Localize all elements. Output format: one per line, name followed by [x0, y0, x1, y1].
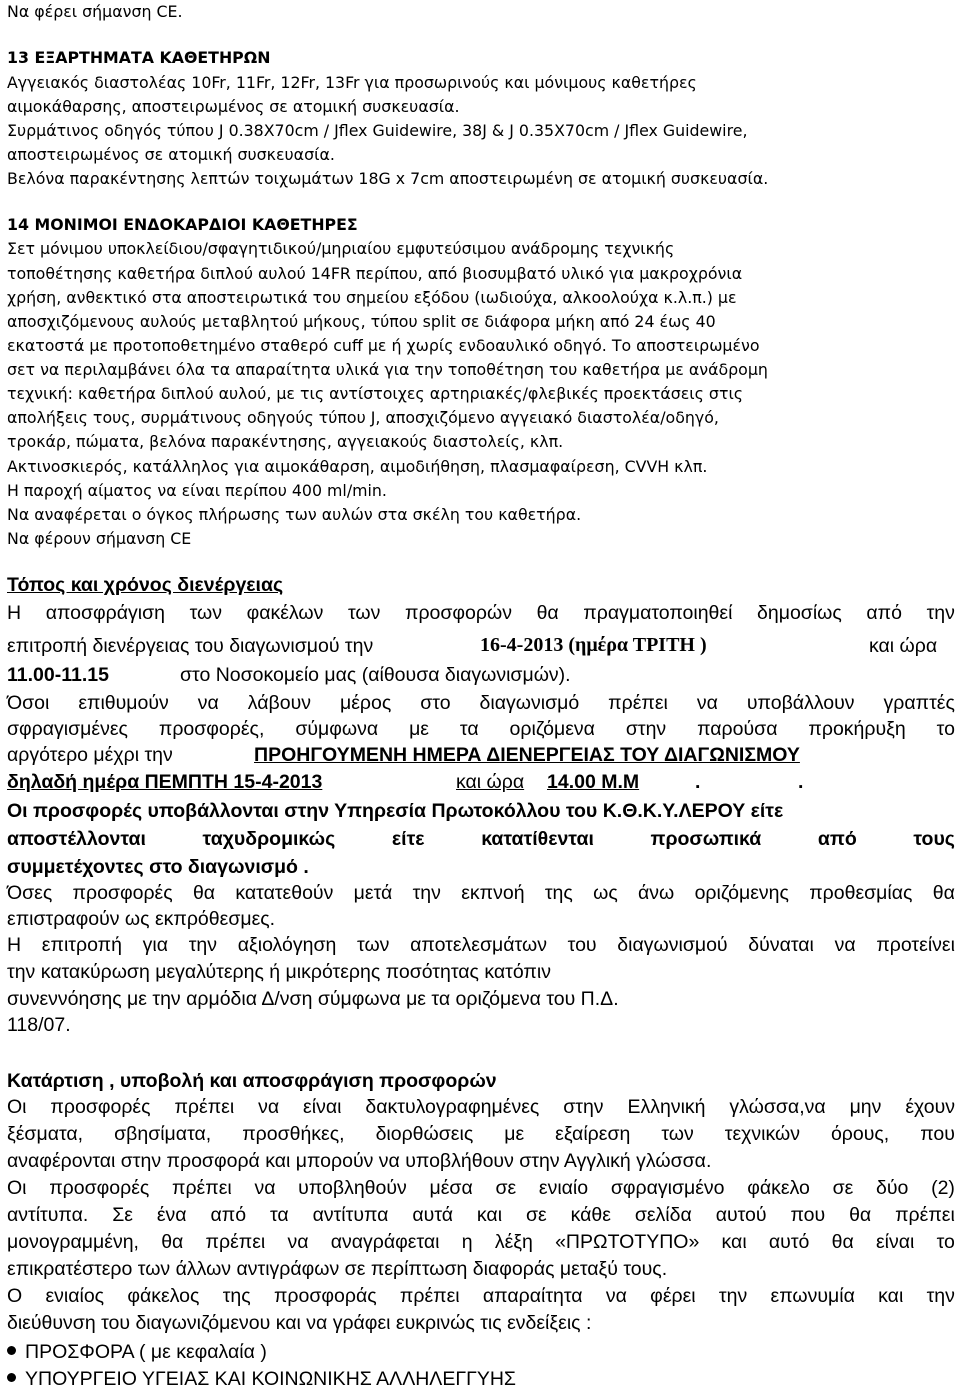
section-14-heading: 14 ΜΟΝΙΜΟΙ ΕΝΔΟΚΑΡΔΙΟΙ ΚΑΘΕΤΗΡΕΣ — [7, 215, 358, 234]
justified-line — [7, 692, 955, 715]
opening-time: 11.00-11.15 — [7, 664, 109, 686]
word: να — [254, 1177, 276, 1199]
word: από — [817, 828, 857, 850]
word: υποβληθούν — [298, 1177, 407, 1199]
word: οριζόμενης — [694, 882, 789, 904]
submission-line: συμμετέχοντες στο διαγωνισμό . — [7, 856, 309, 878]
paragraph-line: Αγγειακός διαστολέας 10Fr, 11Fr, 12Fr, 13Fr για προσωρινούς και μόνιμους καθετήρες — [7, 73, 697, 92]
word: ενιαίος — [45, 1285, 105, 1307]
ce-marking-note: Να φέρει σήμανση CE. — [7, 2, 183, 21]
paragraph-line: Συρμάτινος οδηγός τύπου J 0.38X70cm / Jflex Guidewire, 38J & J 0.35X70cm / Jflex Guidewire, — [7, 121, 748, 140]
word: πρέπει — [608, 692, 668, 714]
paragraph-line: συνεννόησης με την αρμόδια Δ/νση σύμφωνα με τα οριζόμενα του Π.Δ. — [7, 988, 619, 1010]
word: Οι — [7, 1177, 27, 1199]
bullet-dot-icon — [7, 1373, 16, 1382]
word: του — [567, 934, 597, 956]
word: αποστέλλονται — [7, 828, 146, 850]
justified-line — [7, 1231, 955, 1254]
paragraph-line: τεχνική: καθετήρα διπλού αυλού, με τις αντίστοιχες αρτηριακές/φλεβικές προεκτάσεις στις — [7, 384, 744, 403]
word: το — [936, 718, 955, 740]
word: Ελληνική — [627, 1096, 706, 1118]
deadline-dot: . — [695, 771, 701, 793]
justified-line — [7, 882, 955, 905]
word: αυτά — [412, 1204, 454, 1226]
word: οριζόμενα — [509, 718, 595, 740]
word: γλώσσα,να — [729, 1096, 826, 1118]
paragraph-line: Σετ μόνιμου υποκλείδιου/σφαγητιδικού/μηριαίου εμφυτεύσιμου ανάδρομης τεχνικής — [7, 239, 675, 258]
word: Όσες — [7, 882, 53, 904]
word: να — [834, 934, 856, 956]
paragraph-line: διεύθυνση του διαγωνιζόμενου και να γράφει ευκρινώς τις ενδείξεις : — [7, 1312, 592, 1334]
deadline-dot: . — [798, 771, 804, 793]
word: Η — [7, 602, 22, 624]
word: πρέπει — [895, 1204, 955, 1226]
word: αυτού — [715, 1204, 767, 1226]
word: σφραγισμένες — [7, 718, 128, 740]
word: προσφορές — [72, 882, 173, 904]
word: αποσφράγιση — [45, 602, 165, 624]
word: ξέσματα, — [7, 1123, 84, 1145]
paragraph-line: τροκάρ, πώματα, βελόνα παρακέντησης, αγγειακούς διαστολείς, κλπ. — [7, 432, 564, 451]
word: αναγράφεται — [330, 1231, 440, 1253]
word: και — [878, 1285, 904, 1307]
word: όρους, — [830, 1123, 890, 1145]
word: που — [790, 1204, 826, 1226]
deadline-line — [7, 744, 800, 767]
justified-line — [7, 1096, 955, 1119]
word: αντίτυπα. — [7, 1204, 89, 1226]
bullet-item — [7, 1341, 267, 1364]
word: μονογραμμένη, — [7, 1231, 139, 1253]
word: Η — [7, 934, 22, 956]
word: είναι — [303, 1096, 342, 1118]
word: προκήρυξη — [808, 718, 906, 740]
paragraph-line: αποστειρωμένος σε ατομική συσκευασία. — [7, 145, 335, 164]
word: την — [188, 934, 218, 956]
word: θα — [192, 882, 216, 904]
word: φάκελο — [747, 1177, 810, 1199]
paragraph-line: αναφέρονται στην προσφορά και μπορούν να υποβλήθουν στην Αγγλική γλώσσα. — [7, 1150, 712, 1172]
word: σε — [832, 1177, 854, 1199]
word: είναι — [875, 1231, 915, 1253]
word: και — [476, 1204, 503, 1226]
word: λάβουν — [247, 692, 312, 714]
word: της — [544, 882, 573, 904]
time-label: και ώρα — [869, 635, 938, 657]
word: των — [347, 602, 381, 624]
word: πρέπει — [174, 1096, 235, 1118]
word: ταχυδρομικώς — [202, 828, 336, 850]
word: την — [718, 1285, 748, 1307]
word: δύναται — [748, 934, 814, 956]
word: λέξη — [494, 1231, 533, 1253]
word: γραπτές — [883, 692, 955, 714]
word: θα — [849, 1204, 872, 1226]
word: επιτροπή — [41, 934, 122, 956]
word: τεχνικών — [724, 1123, 800, 1145]
justified-line — [7, 828, 955, 851]
word: υποβάλλουν — [746, 692, 855, 714]
justified-line — [7, 718, 955, 741]
paragraph-line: σετ να περιλαμβάνει όλα τα απαραίτητα υλικά για την τοποθέτηση του καθετήρα με ανάδρομη — [7, 360, 768, 379]
word: στην — [563, 1096, 604, 1118]
opening-text: επιτροπή διενέργειας του διαγωνισμού την — [7, 635, 374, 657]
word: αποτελεσμάτων — [410, 934, 547, 956]
deadline-time-label: και ώρα — [456, 771, 525, 793]
word: με — [504, 1123, 525, 1145]
word: Όσοι — [7, 692, 50, 714]
paragraph-line: αιμοκάθαρσης, αποστειρωμένος σε ατομική συσκευασία. — [7, 97, 460, 116]
word: δακτυλογραφημένες — [365, 1096, 540, 1118]
justified-line — [7, 1285, 955, 1308]
word: προσφορές, — [158, 718, 265, 740]
word: να — [605, 1285, 627, 1307]
word: Οι — [7, 1096, 27, 1118]
word: στο — [420, 692, 451, 714]
word: αντίτυπα — [312, 1204, 389, 1226]
word: διαγωνισμό — [479, 692, 580, 714]
word: επωνυμία — [770, 1285, 855, 1307]
opening-date-line — [7, 634, 938, 658]
word: κατατίθενται — [481, 828, 594, 850]
word: εκπνοή — [461, 882, 525, 904]
word: είτε — [391, 828, 425, 850]
word: προτείνει — [876, 934, 955, 956]
word: ενιαίο — [538, 1177, 589, 1199]
word: αξιολόγηση — [237, 934, 337, 956]
bullet-item — [7, 1368, 516, 1391]
word: θα — [831, 1231, 854, 1253]
word: για — [142, 934, 169, 956]
word: μέρος — [340, 692, 392, 714]
word: έχουν — [905, 1096, 955, 1118]
word: δημοσίως — [757, 602, 842, 624]
word: και — [721, 1231, 747, 1253]
paragraph-line: 118/07. — [7, 1014, 71, 1036]
word: των — [661, 1123, 694, 1145]
word: προσφοράς — [273, 1285, 377, 1307]
word: των — [357, 934, 390, 956]
word: μην — [849, 1096, 882, 1118]
word: το — [936, 1231, 955, 1253]
deadline-date: δηλαδή ημέρα ΠΕΜΠΤΗ 15-4-2013 — [7, 771, 323, 793]
word: των — [189, 602, 222, 624]
word: σύμφωνα — [295, 718, 379, 740]
word: πραγματοποιηθεί — [583, 602, 733, 624]
word: θα — [932, 882, 955, 904]
place-time-heading: Τόπος και χρόνος διενέργειας — [7, 574, 284, 596]
paragraph-line: Βελόνα παρακέντησης λεπτών τοιχωμάτων 18G x 7cm αποστειρωμένη σε ατομική συσκευασία. — [7, 169, 769, 188]
paragraph-line: επιστραφούν ως εκπρόθεσμες. — [7, 908, 276, 930]
word: να — [287, 1231, 309, 1253]
paragraph-line: επικρατέστερο των άλλων αντιγράφων σε περίπτωση διαφοράς μεταξύ τους. — [7, 1258, 668, 1280]
deadline-time: 14.00 Μ.Μ — [547, 771, 640, 793]
word: προσωπικά — [650, 828, 762, 850]
word: σβησίματα, — [114, 1123, 212, 1145]
bullet-dot-icon — [7, 1346, 16, 1355]
preparation-heading: Κατάρτιση , υποβολή και αποσφράγιση προσφορών — [7, 1070, 497, 1092]
word: ένα — [156, 1204, 187, 1226]
word: από — [866, 602, 902, 624]
word: με — [409, 718, 429, 740]
word: η — [461, 1231, 473, 1253]
word: σε — [525, 1204, 547, 1226]
word: να — [696, 692, 718, 714]
word: που — [920, 1123, 955, 1145]
word: σε — [495, 1177, 517, 1199]
justified-line — [7, 1123, 955, 1146]
paragraph-line: τοποθέτησης καθετήρα διπλού αυλού 14FR περίπου, από βιοσυμβατό υλικό για μακροχρόνια — [7, 264, 743, 283]
word: κάθε — [570, 1204, 611, 1226]
word: από — [210, 1204, 247, 1226]
word: τα — [269, 1204, 289, 1226]
word: την — [926, 602, 955, 624]
word: τους — [913, 828, 955, 850]
word: απαραίτητα — [482, 1285, 583, 1307]
word: φακέλων — [246, 602, 324, 624]
paragraph-line: Ακτινοσκιερός, κατάλληλος για αιμοκάθαρση, αιμοδιήθηση, πλασμαφαίρεση, CVVH κλπ. — [7, 457, 708, 476]
word: θα — [536, 602, 559, 624]
word: φέρει — [650, 1285, 696, 1307]
justified-line — [7, 1204, 955, 1227]
word: προσφορών — [404, 602, 512, 624]
word: εξαίρεση — [555, 1123, 631, 1145]
word: άνω — [638, 882, 675, 904]
word: να — [197, 692, 219, 714]
word: κατατεθούν — [235, 882, 334, 904]
word: Ο — [7, 1285, 23, 1307]
word: επιθυμούν — [78, 692, 169, 714]
word: σελίδα — [634, 1204, 692, 1226]
deadline-text: αργότερο μέχρι την — [7, 744, 173, 766]
paragraph-line: την κατακύρωση μεγαλύτερης ή μικρότερης ποσότητας κατόπιν — [7, 961, 551, 983]
word: (2) — [931, 1177, 955, 1199]
word: παρούσα — [697, 718, 778, 740]
word: της — [222, 1285, 251, 1307]
word: πρέπει — [399, 1285, 460, 1307]
word: να — [258, 1096, 280, 1118]
paragraph-line: Η παροχή αίματος να είναι περίπου 400 ml/min. — [7, 481, 387, 500]
word: Σε — [112, 1204, 133, 1226]
paragraph-line: εκατοστά με προτοποθετημένο σταθερό cuff με ή χωρίς ενδοαυλικό οδηγό. Το αποστειρωμένο — [7, 336, 760, 355]
deadline-date-line — [7, 771, 804, 794]
submission-line: Οι προσφορές υποβάλλονται στην Υπηρεσία Πρωτοκόλλου του Κ.Θ.Κ.Υ.ΛΕΡΟΥ είτε — [7, 800, 784, 822]
opening-time-line — [7, 664, 571, 687]
word: σφραγισμένο — [610, 1177, 725, 1199]
paragraph-line: αποσχιζόμενους αυλούς μεταβλητού μήκους, τύπου split σε διάφορα μήκη από 24 έως 40 — [7, 312, 716, 331]
word: αυτό — [768, 1231, 810, 1253]
paragraph-line: χρήση, ανθεκτικό στα αποστειρωτικά του σημείου εξόδου (ιωδιούχα, αλκοολούχα κ.λ.π.) με — [7, 288, 737, 307]
justified-line — [7, 934, 955, 957]
bullet-text: ΥΠΟΥΡΓΕΙΟ ΥΓΕΙΑΣ ΚΑΙ ΚΟΙΝΩΝΙΚΗΣ ΑΛΛΗΛΕΓΓΥΗΣ — [25, 1368, 516, 1390]
word: διαγωνισμού — [617, 934, 728, 956]
word: τα — [459, 718, 479, 740]
word: δύο — [876, 1177, 909, 1199]
bullet-text: ΠΡΟΣΦΟΡΑ ( με κεφαλαία ) — [25, 1341, 267, 1363]
word: μετά — [353, 882, 393, 904]
deadline-emphasis: ΠΡΟΗΓΟΥΜΕΝΗ ΗΜΕΡΑ ΔΙΕΝΕΡΓΕΙΑΣ ΤΟΥ ΔΙΑΓΩΝΙΣΜΟΥ — [254, 744, 800, 766]
justified-line — [7, 602, 955, 625]
word: «ΠΡΩΤΟΤΥΠΟ» — [555, 1231, 700, 1253]
paragraph-line: απολήξεις τους, συρμάτινους οδηγούς τύπου J, αποσχιζόμενο αγγειακό διαστολέα/οδηγό, — [7, 408, 719, 427]
word: διορθώσεις — [375, 1123, 474, 1145]
word: φάκελος — [127, 1285, 200, 1307]
paragraph-line: Να αναφέρεται ο όγκος πλήρωσης των αυλών στα σκέλη του καθετήρα. — [7, 505, 582, 524]
word: προθεσμίας — [809, 882, 913, 904]
opening-date: 16-4-2013 (ημέρα ΤΡΙΤΗ ) — [480, 634, 707, 656]
word: προσθήκες, — [242, 1123, 345, 1145]
justified-line — [7, 1177, 955, 1200]
paragraph-line: Να φέρουν σήμανση CE — [7, 529, 192, 548]
word: προσφορές — [49, 1177, 150, 1199]
opening-place: στο Νοσοκομείο μας (αίθουσα διαγωνισμών). — [180, 664, 571, 686]
word: στην — [625, 718, 667, 740]
word: την — [926, 1285, 955, 1307]
word: μέσα — [429, 1177, 473, 1199]
word: πρέπει — [172, 1177, 232, 1199]
word: θα — [161, 1231, 184, 1253]
word: προσφορές — [50, 1096, 151, 1118]
word: πρέπει — [205, 1231, 266, 1253]
section-13-heading: 13 ΕΞΑΡΤΗΜΑΤΑ ΚΑΘΕΤΗΡΩΝ — [7, 48, 271, 67]
word: ως — [593, 882, 618, 904]
word: την — [412, 882, 441, 904]
